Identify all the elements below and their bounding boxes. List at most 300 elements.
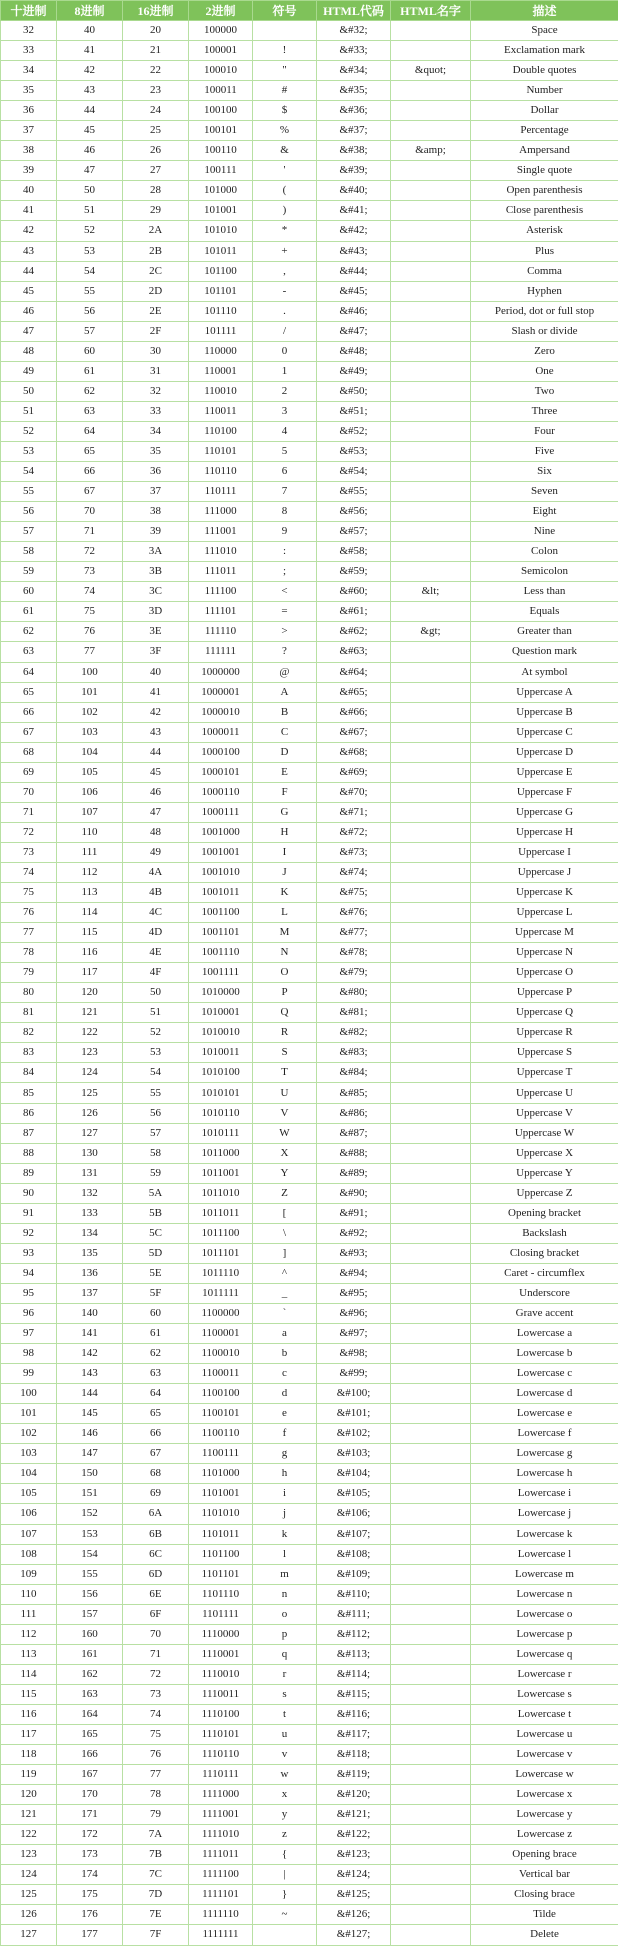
cell-html-name <box>391 1684 471 1704</box>
cell-html-name <box>391 161 471 181</box>
cell-binary: 100111 <box>189 161 253 181</box>
cell-html-code: &#77; <box>317 923 391 943</box>
cell-html-code: &#107; <box>317 1524 391 1544</box>
cell-description: Lowercase r <box>471 1664 618 1684</box>
cell-octal: 136 <box>57 1263 123 1283</box>
cell-html-code: &#40; <box>317 181 391 201</box>
table-row <box>1 121 618 141</box>
cell-html-name <box>391 1424 471 1444</box>
cell-html-code: &#75; <box>317 883 391 903</box>
cell-symbol: ; <box>253 562 317 582</box>
cell-hex: 58 <box>123 1143 189 1163</box>
cell-hex: 43 <box>123 722 189 742</box>
cell-octal: 113 <box>57 883 123 903</box>
table-row <box>1 1003 618 1023</box>
cell-decimal: 127 <box>1 1925 57 1945</box>
cell-html-code: &#37; <box>317 121 391 141</box>
cell-octal: 106 <box>57 782 123 802</box>
cell-hex: 40 <box>123 662 189 682</box>
cell-binary: 1110110 <box>189 1745 253 1765</box>
cell-binary: 1001101 <box>189 923 253 943</box>
cell-symbol: ` <box>253 1304 317 1324</box>
cell-symbol: - <box>253 281 317 301</box>
cell-symbol: W <box>253 1123 317 1143</box>
cell-symbol: k <box>253 1524 317 1544</box>
cell-decimal: 52 <box>1 421 57 441</box>
cell-decimal: 114 <box>1 1664 57 1684</box>
cell-binary: 1001111 <box>189 963 253 983</box>
table-row <box>1 1724 618 1744</box>
cell-octal: 46 <box>57 141 123 161</box>
cell-html-name <box>391 1364 471 1384</box>
cell-symbol: U <box>253 1083 317 1103</box>
cell-symbol: ? <box>253 642 317 662</box>
cell-description: Uppercase I <box>471 842 618 862</box>
table-row <box>1 622 618 642</box>
cell-octal: 54 <box>57 261 123 281</box>
cell-symbol: < <box>253 582 317 602</box>
cell-html-code: &#56; <box>317 502 391 522</box>
cell-html-code: &#117; <box>317 1724 391 1744</box>
cell-html-code: &#66; <box>317 702 391 722</box>
cell-html-code: &#60; <box>317 582 391 602</box>
cell-hex: 4D <box>123 923 189 943</box>
cell-binary: 1100100 <box>189 1384 253 1404</box>
cell-binary: 1111010 <box>189 1825 253 1845</box>
cell-html-name <box>391 1444 471 1464</box>
cell-binary: 1111000 <box>189 1785 253 1805</box>
cell-binary: 101000 <box>189 181 253 201</box>
cell-hex: 27 <box>123 161 189 181</box>
cell-html-code: &#83; <box>317 1043 391 1063</box>
cell-decimal: 84 <box>1 1063 57 1083</box>
cell-symbol: w <box>253 1765 317 1785</box>
cell-hex: 23 <box>123 81 189 101</box>
cell-symbol: ) <box>253 201 317 221</box>
cell-html-name <box>391 1223 471 1243</box>
cell-html-code: &#103; <box>317 1444 391 1464</box>
cell-description: Uppercase S <box>471 1043 618 1063</box>
cell-description: Uppercase A <box>471 682 618 702</box>
cell-decimal: 80 <box>1 983 57 1003</box>
cell-octal: 70 <box>57 502 123 522</box>
cell-symbol: c <box>253 1364 317 1384</box>
cell-decimal: 68 <box>1 742 57 762</box>
cell-hex: 33 <box>123 401 189 421</box>
cell-html-name <box>391 301 471 321</box>
cell-octal: 41 <box>57 41 123 61</box>
column-header-description: 描述 <box>471 1 618 21</box>
cell-symbol: n <box>253 1584 317 1604</box>
cell-decimal: 102 <box>1 1424 57 1444</box>
cell-html-name <box>391 662 471 682</box>
cell-hex: 3F <box>123 642 189 662</box>
cell-html-name <box>391 1544 471 1564</box>
cell-octal: 173 <box>57 1845 123 1865</box>
cell-binary: 1100000 <box>189 1304 253 1324</box>
cell-description: Uppercase U <box>471 1083 618 1103</box>
cell-hex: 31 <box>123 361 189 381</box>
cell-description: Hyphen <box>471 281 618 301</box>
cell-description: Five <box>471 441 618 461</box>
cell-decimal: 107 <box>1 1524 57 1544</box>
cell-symbol: 4 <box>253 421 317 441</box>
cell-html-name <box>391 1785 471 1805</box>
cell-decimal: 89 <box>1 1163 57 1183</box>
cell-description: Uppercase H <box>471 822 618 842</box>
cell-html-name <box>391 462 471 482</box>
cell-html-name <box>391 321 471 341</box>
cell-binary: 100001 <box>189 41 253 61</box>
cell-octal: 55 <box>57 281 123 301</box>
cell-description: Uppercase T <box>471 1063 618 1083</box>
table-row <box>1 1083 618 1103</box>
cell-description: Vertical bar <box>471 1865 618 1885</box>
cell-decimal: 66 <box>1 702 57 722</box>
cell-symbol: m <box>253 1564 317 1584</box>
cell-hex: 6E <box>123 1584 189 1604</box>
cell-decimal: 97 <box>1 1324 57 1344</box>
cell-decimal: 79 <box>1 963 57 983</box>
cell-html-name <box>391 1865 471 1885</box>
cell-binary: 1001001 <box>189 842 253 862</box>
cell-decimal: 70 <box>1 782 57 802</box>
cell-octal: 135 <box>57 1243 123 1263</box>
cell-html-name <box>391 1805 471 1825</box>
cell-octal: 66 <box>57 462 123 482</box>
cell-decimal: 64 <box>1 662 57 682</box>
table-row <box>1 1745 618 1765</box>
cell-html-name <box>391 1063 471 1083</box>
cell-symbol: ' <box>253 161 317 181</box>
cell-html-code: &#118; <box>317 1745 391 1765</box>
table-row <box>1 1845 618 1865</box>
cell-decimal: 36 <box>1 101 57 121</box>
cell-hex: 42 <box>123 702 189 722</box>
table-row <box>1 401 618 421</box>
cell-description: Lowercase w <box>471 1765 618 1785</box>
cell-description: Period, dot or full stop <box>471 301 618 321</box>
cell-octal: 167 <box>57 1765 123 1785</box>
cell-hex: 2C <box>123 261 189 281</box>
cell-symbol: E <box>253 762 317 782</box>
cell-decimal: 48 <box>1 341 57 361</box>
table-row <box>1 81 618 101</box>
cell-symbol: . <box>253 301 317 321</box>
cell-html-code: &#101; <box>317 1404 391 1424</box>
cell-symbol: e <box>253 1404 317 1424</box>
table-row <box>1 1925 618 1945</box>
cell-octal: 73 <box>57 562 123 582</box>
cell-description: Lowercase z <box>471 1825 618 1845</box>
cell-description: Lowercase s <box>471 1684 618 1704</box>
cell-symbol: x <box>253 1785 317 1805</box>
cell-html-name: &quot; <box>391 61 471 81</box>
table-row <box>1 923 618 943</box>
cell-symbol: s <box>253 1684 317 1704</box>
cell-decimal: 60 <box>1 582 57 602</box>
cell-symbol: f <box>253 1424 317 1444</box>
cell-hex: 77 <box>123 1765 189 1785</box>
cell-hex: 5C <box>123 1223 189 1243</box>
cell-binary: 101011 <box>189 241 253 261</box>
cell-symbol: L <box>253 903 317 923</box>
cell-binary: 1110000 <box>189 1624 253 1644</box>
table-row <box>1 241 618 261</box>
cell-octal: 67 <box>57 482 123 502</box>
cell-html-code: &#120; <box>317 1785 391 1805</box>
cell-description: One <box>471 361 618 381</box>
cell-binary: 1000111 <box>189 802 253 822</box>
cell-hex: 37 <box>123 482 189 502</box>
cell-html-name <box>391 1604 471 1624</box>
cell-binary: 1111011 <box>189 1845 253 1865</box>
cell-decimal: 42 <box>1 221 57 241</box>
cell-description: Uppercase B <box>471 702 618 722</box>
cell-octal: 132 <box>57 1183 123 1203</box>
cell-description: Ampersand <box>471 141 618 161</box>
cell-hex: 52 <box>123 1023 189 1043</box>
cell-decimal: 120 <box>1 1785 57 1805</box>
cell-hex: 3E <box>123 622 189 642</box>
cell-symbol: X <box>253 1143 317 1163</box>
cell-html-code: &#116; <box>317 1704 391 1724</box>
cell-description: Six <box>471 462 618 482</box>
table-row <box>1 1564 618 1584</box>
cell-symbol: ! <box>253 41 317 61</box>
cell-hex: 7A <box>123 1825 189 1845</box>
cell-description: Comma <box>471 261 618 281</box>
cell-html-code: &#36; <box>317 101 391 121</box>
cell-html-name <box>391 1885 471 1905</box>
cell-binary: 111111 <box>189 642 253 662</box>
cell-binary: 101111 <box>189 321 253 341</box>
cell-decimal: 43 <box>1 241 57 261</box>
table-row <box>1 722 618 742</box>
cell-binary: 101110 <box>189 301 253 321</box>
table-row <box>1 1304 618 1324</box>
cell-symbol: t <box>253 1704 317 1724</box>
cell-html-code: &#81; <box>317 1003 391 1023</box>
cell-octal: 107 <box>57 802 123 822</box>
cell-binary: 1101100 <box>189 1544 253 1564</box>
cell-hex: 28 <box>123 181 189 201</box>
cell-octal: 72 <box>57 542 123 562</box>
cell-symbol: o <box>253 1604 317 1624</box>
cell-hex: 3B <box>123 562 189 582</box>
cell-binary: 1001011 <box>189 883 253 903</box>
cell-hex: 26 <box>123 141 189 161</box>
cell-description: Uppercase C <box>471 722 618 742</box>
cell-html-code: &#124; <box>317 1865 391 1885</box>
table-row <box>1 1223 618 1243</box>
cell-binary: 111100 <box>189 582 253 602</box>
cell-html-code: &#125; <box>317 1885 391 1905</box>
column-header-octal: 8进制 <box>57 1 123 21</box>
table-row <box>1 1584 618 1604</box>
cell-description: Percentage <box>471 121 618 141</box>
cell-symbol: j <box>253 1504 317 1524</box>
column-header-symbol: 符号 <box>253 1 317 21</box>
cell-html-name <box>391 1664 471 1684</box>
table-row <box>1 1063 618 1083</box>
cell-octal: 174 <box>57 1865 123 1885</box>
cell-html-code: &#106; <box>317 1504 391 1524</box>
cell-html-code: &#48; <box>317 341 391 361</box>
cell-symbol: v <box>253 1745 317 1765</box>
cell-octal: 62 <box>57 381 123 401</box>
cell-html-code: &#114; <box>317 1664 391 1684</box>
cell-symbol: 1 <box>253 361 317 381</box>
cell-binary: 1101101 <box>189 1564 253 1584</box>
cell-html-name <box>391 822 471 842</box>
cell-description: Uppercase V <box>471 1103 618 1123</box>
cell-octal: 140 <box>57 1304 123 1324</box>
cell-hex: 3C <box>123 582 189 602</box>
cell-html-name <box>391 1925 471 1945</box>
cell-decimal: 88 <box>1 1143 57 1163</box>
cell-binary: 111001 <box>189 522 253 542</box>
cell-symbol: / <box>253 321 317 341</box>
cell-binary: 100010 <box>189 61 253 81</box>
cell-html-code: &#68; <box>317 742 391 762</box>
cell-decimal: 110 <box>1 1584 57 1604</box>
cell-decimal: 125 <box>1 1885 57 1905</box>
cell-html-code: &#86; <box>317 1103 391 1123</box>
cell-html-name <box>391 201 471 221</box>
cell-html-name <box>391 1304 471 1324</box>
cell-description: Backslash <box>471 1223 618 1243</box>
cell-html-code: &#89; <box>317 1163 391 1183</box>
cell-binary: 1010000 <box>189 983 253 1003</box>
cell-description: Lowercase o <box>471 1604 618 1624</box>
cell-hex: 30 <box>123 341 189 361</box>
table-row <box>1 842 618 862</box>
cell-binary: 101101 <box>189 281 253 301</box>
cell-decimal: 46 <box>1 301 57 321</box>
cell-description: Grave accent <box>471 1304 618 1324</box>
cell-description: Lowercase q <box>471 1644 618 1664</box>
cell-binary: 1010101 <box>189 1083 253 1103</box>
table-row <box>1 301 618 321</box>
cell-html-code: &#62; <box>317 622 391 642</box>
cell-octal: 144 <box>57 1384 123 1404</box>
cell-description: Lowercase j <box>471 1504 618 1524</box>
cell-html-code: &#80; <box>317 983 391 1003</box>
cell-html-code: &#46; <box>317 301 391 321</box>
table-row <box>1 642 618 662</box>
table-row <box>1 421 618 441</box>
table-row <box>1 361 618 381</box>
cell-symbol: : <box>253 542 317 562</box>
cell-description: Slash or divide <box>471 321 618 341</box>
cell-html-name <box>391 261 471 281</box>
cell-hex: 6D <box>123 1564 189 1584</box>
cell-decimal: 111 <box>1 1604 57 1624</box>
cell-html-name <box>391 1905 471 1925</box>
cell-symbol: * <box>253 221 317 241</box>
cell-html-code: &#47; <box>317 321 391 341</box>
cell-html-name <box>391 1203 471 1223</box>
cell-decimal: 117 <box>1 1724 57 1744</box>
table-row <box>1 1704 618 1724</box>
cell-html-name <box>391 943 471 963</box>
cell-octal: 176 <box>57 1905 123 1925</box>
cell-hex: 4B <box>123 883 189 903</box>
cell-description: Lowercase l <box>471 1544 618 1564</box>
table-row <box>1 1785 618 1805</box>
cell-octal: 134 <box>57 1223 123 1243</box>
cell-html-name <box>391 421 471 441</box>
cell-description: Lowercase i <box>471 1484 618 1504</box>
table-row <box>1 201 618 221</box>
cell-octal: 102 <box>57 702 123 722</box>
cell-decimal: 53 <box>1 441 57 461</box>
cell-octal: 164 <box>57 1704 123 1724</box>
cell-binary: 100100 <box>189 101 253 121</box>
cell-html-name <box>391 702 471 722</box>
cell-decimal: 124 <box>1 1865 57 1885</box>
cell-decimal: 33 <box>1 41 57 61</box>
cell-binary: 1011110 <box>189 1263 253 1283</box>
cell-html-name <box>391 1344 471 1364</box>
table-row <box>1 321 618 341</box>
table-row <box>1 1484 618 1504</box>
cell-html-code: &#53; <box>317 441 391 461</box>
cell-octal: 43 <box>57 81 123 101</box>
cell-symbol: & <box>253 141 317 161</box>
cell-decimal: 95 <box>1 1283 57 1303</box>
cell-hex: 41 <box>123 682 189 702</box>
cell-hex: 4A <box>123 862 189 882</box>
table-row <box>1 1464 618 1484</box>
cell-binary: 1101000 <box>189 1464 253 1484</box>
cell-decimal: 115 <box>1 1684 57 1704</box>
cell-description: Four <box>471 421 618 441</box>
cell-description: Uppercase Q <box>471 1003 618 1023</box>
table-row <box>1 1283 618 1303</box>
cell-hex: 34 <box>123 421 189 441</box>
table-row <box>1 602 618 622</box>
cell-html-name <box>391 81 471 101</box>
table-row <box>1 1624 618 1644</box>
table-row <box>1 221 618 241</box>
cell-html-name <box>391 1644 471 1664</box>
cell-binary: 1111100 <box>189 1865 253 1885</box>
cell-binary: 110101 <box>189 441 253 461</box>
cell-decimal: 55 <box>1 482 57 502</box>
cell-symbol: g <box>253 1444 317 1464</box>
cell-hex: 29 <box>123 201 189 221</box>
table-row <box>1 1765 618 1785</box>
cell-binary: 1011101 <box>189 1243 253 1263</box>
cell-symbol: 5 <box>253 441 317 461</box>
cell-octal: 146 <box>57 1424 123 1444</box>
cell-symbol: 7 <box>253 482 317 502</box>
cell-octal: 112 <box>57 862 123 882</box>
cell-hex: 72 <box>123 1664 189 1684</box>
cell-octal: 60 <box>57 341 123 361</box>
cell-decimal: 121 <box>1 1805 57 1825</box>
cell-decimal: 99 <box>1 1364 57 1384</box>
cell-html-name <box>391 1003 471 1023</box>
cell-html-name <box>391 842 471 862</box>
table-row <box>1 161 618 181</box>
cell-binary: 1100001 <box>189 1324 253 1344</box>
cell-description: Close parenthesis <box>471 201 618 221</box>
cell-hex: 7D <box>123 1885 189 1905</box>
table-row <box>1 903 618 923</box>
